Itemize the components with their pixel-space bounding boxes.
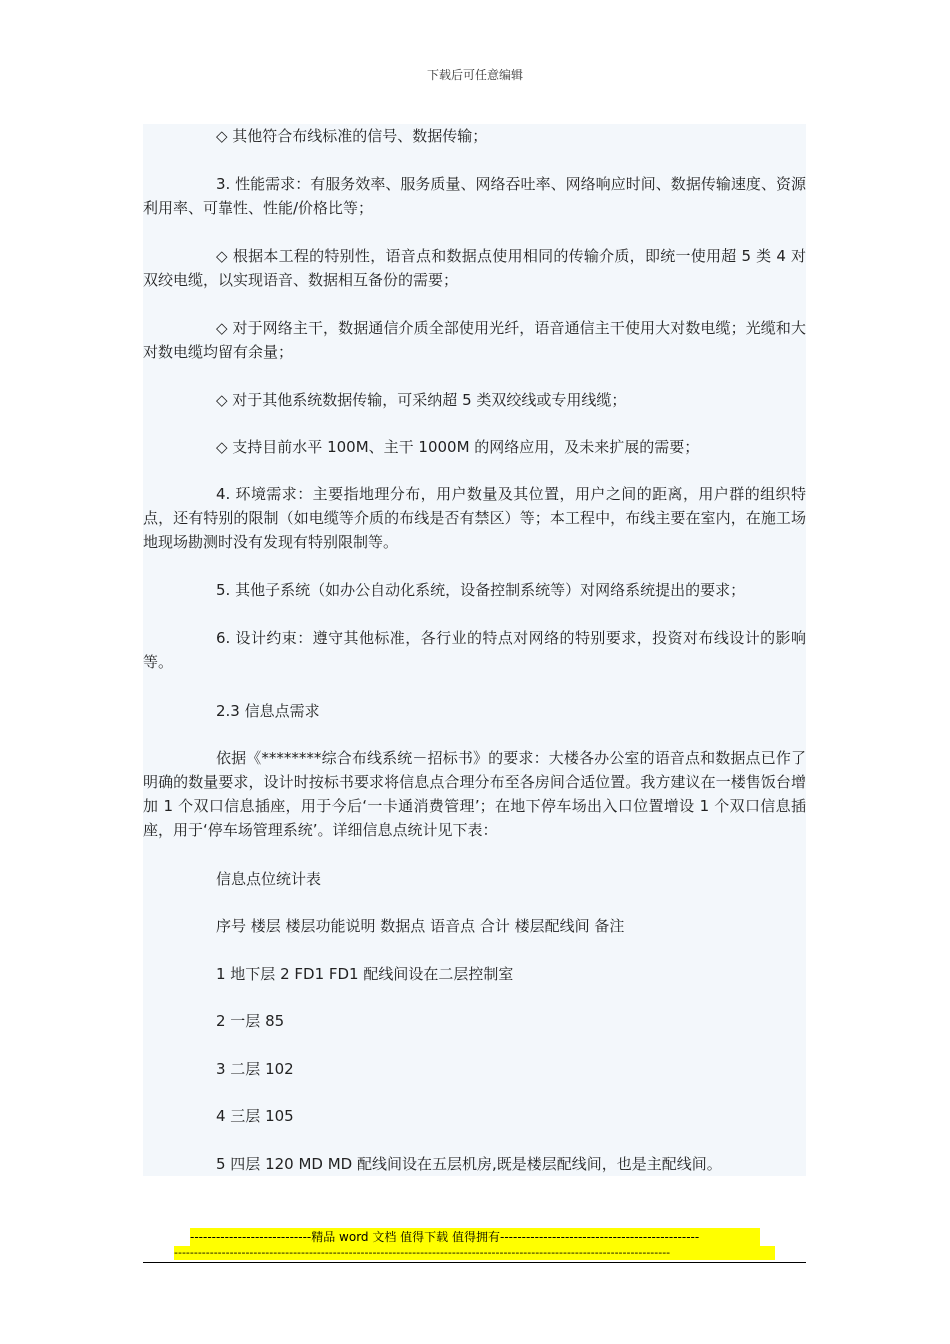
paragraph-performance: 3. 性能需求：有服务效率、服务质量、网络吞吐率、网络响应时间、数据传输速度、资源利用率、可靠性、性能/价格比等； (143, 175, 806, 217)
document-body (143, 124, 806, 1176)
footer-rule (143, 1262, 806, 1263)
table-row: 1 地下层 2 FD1 FD1 配线间设在二层控制室 (216, 965, 514, 983)
footer-banner: ----------------------------精品 word 文档 值得下载 值得拥有---------------------------------------------- (190, 1228, 760, 1246)
paragraph-environment: 4. 环境需求：主要指地理分布，用户数量及其位置，用户之间的距离，用户群的组织特点，还有特别的限制（如电缆等介质的布线是否有禁区）等；本工程中，布线主要在室内，在施工场地现场勘测时没有发现有特别限制等。 (143, 485, 806, 551)
table-row: 3 二层 102 (216, 1060, 294, 1078)
paragraph-subsystems: 5. 其他子系统（如办公自动化系统，设备控制系统等）对网络系统提出的要求； (216, 581, 746, 599)
table-row: 5 四层 120 MD MD 配线间设在五层机房,既是楼层配线间，也是主配线间。 (216, 1155, 722, 1173)
page-header: 下载后可任意编辑 (426, 68, 523, 82)
table-row: 2 一层 85 (216, 1012, 285, 1030)
footer-dash-line: ----------------------------------------------------------------------------------------------------------------------------- (174, 1246, 775, 1260)
table-title: 信息点位统计表 (216, 870, 322, 888)
paragraph-other-signals: ◇ 其他符合布线标准的信号、数据传输； (216, 127, 488, 145)
paragraph-media: ◇ 根据本工程的特别性，语音点和数据点使用相同的传输介质，即统一使用超 5 类 4 对双绞电缆，以实现语音、数据相互备份的需要； (143, 247, 806, 289)
paragraph-info-points: 依据《********综合布线系统－招标书》的要求：大楼各办公室的语音点和数据点已作了明确的数量要求，设计时按标书要求将信息点合理分布至各房间合适位置。我方建议在一楼售饭台增加 1 个双口信息插座，用于今后‘一卡通消费管理’；在地下停车场出入口位置增设 1 个双口信息插座，用于‘停车场管理系统’。详细信息点统计见下表： (143, 749, 806, 839)
paragraph-constraints: 6. 设计约束：遵守其他标准，各行业的特点对网络的特别要求，投资对布线设计的影响等。 (143, 629, 806, 671)
table-header-row: 序号 楼层 楼层功能说明 数据点 语音点 合计 楼层配线间 备注 (216, 917, 625, 935)
paragraph-backbone: ◇ 对于网络主干，数据通信介质全部使用光纤，语音通信主干使用大对数电缆；光缆和大对数电缆均留有余量； (143, 319, 806, 361)
section-heading: 2.3 信息点需求 (216, 702, 320, 720)
table-row: 4 三层 105 (216, 1107, 294, 1125)
paragraph-bandwidth: ◇ 支持目前水平 100M、主干 1000M 的网络应用，及未来扩展的需要； (216, 438, 700, 456)
paragraph-other-systems: ◇ 对于其他系统数据传输，可采纳超 5 类双绞线或专用线缆； (216, 391, 627, 409)
